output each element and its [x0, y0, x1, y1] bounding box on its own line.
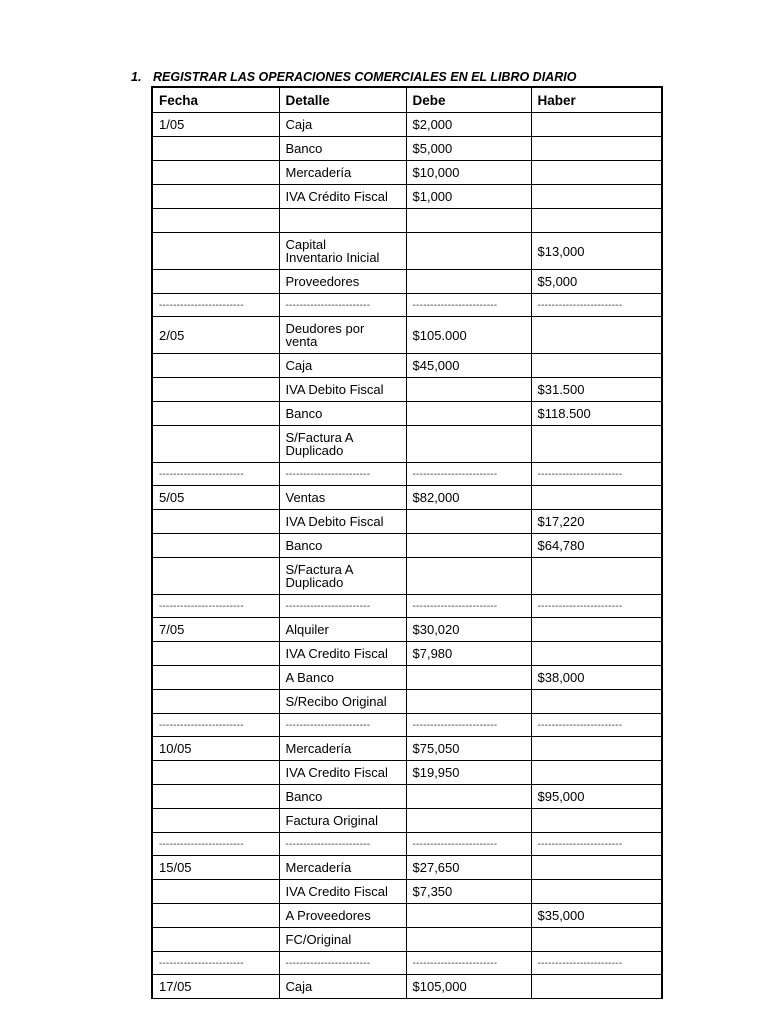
separator-row	[152, 463, 662, 486]
cell-detalle: S/Factura A Duplicado	[279, 426, 406, 463]
table-row	[152, 534, 662, 558]
separator-cell: ------------------------	[279, 952, 406, 975]
separator-cell: ------------------------	[152, 833, 279, 856]
cell-detalle: IVA Credito Fiscal	[279, 880, 406, 904]
cell-fecha	[152, 558, 279, 595]
table-row	[152, 185, 662, 209]
table-row	[152, 618, 662, 642]
heading-number: 1.	[131, 70, 142, 84]
cell-detalle: FC/Original	[279, 928, 406, 952]
cell-detalle: IVA Debito Fiscal	[279, 510, 406, 534]
cell-haber	[531, 113, 662, 137]
cell-fecha	[152, 666, 279, 690]
cell-haber	[531, 558, 662, 595]
cell-debe: $7,980	[406, 642, 531, 666]
separator-row	[152, 952, 662, 975]
cell-detalle: Caja	[279, 354, 406, 378]
table-row	[152, 161, 662, 185]
table-row	[152, 761, 662, 785]
cell-detalle: Banco	[279, 402, 406, 426]
cell-debe	[406, 666, 531, 690]
separator-row	[152, 294, 662, 317]
cell-fecha	[152, 233, 279, 270]
separator-cell: ------------------------	[279, 833, 406, 856]
cell-haber	[531, 737, 662, 761]
cell-debe: $27,650	[406, 856, 531, 880]
separator-cell: ------------------------	[531, 294, 662, 317]
cell-fecha	[152, 785, 279, 809]
table-row	[152, 642, 662, 666]
cell-fecha: 15/05	[152, 856, 279, 880]
table-row	[152, 975, 662, 999]
cell-fecha	[152, 904, 279, 928]
table-row	[152, 904, 662, 928]
cell-fecha	[152, 880, 279, 904]
cell-fecha	[152, 426, 279, 463]
cell-detalle: Alquiler	[279, 618, 406, 642]
cell-haber: $38,000	[531, 666, 662, 690]
cell-debe	[406, 904, 531, 928]
cell-detalle: IVA Crédito Fiscal	[279, 185, 406, 209]
cell-haber	[531, 809, 662, 833]
separator-cell: ------------------------	[531, 595, 662, 618]
cell-haber	[531, 426, 662, 463]
cell-detalle: Mercadería	[279, 161, 406, 185]
separator-cell: ------------------------	[279, 463, 406, 486]
cell-detalle: IVA Debito Fiscal	[279, 378, 406, 402]
separator-cell: ------------------------	[152, 294, 279, 317]
separator-row	[152, 595, 662, 618]
cell-debe	[406, 209, 531, 233]
cell-debe	[406, 928, 531, 952]
table-row	[152, 856, 662, 880]
table-row	[152, 928, 662, 952]
table-row	[152, 666, 662, 690]
journal-header	[152, 87, 662, 113]
separator-cell: ------------------------	[406, 294, 531, 317]
cell-fecha: 7/05	[152, 618, 279, 642]
cell-debe	[406, 690, 531, 714]
table-row	[152, 510, 662, 534]
cell-haber	[531, 856, 662, 880]
header-haber: Haber	[531, 87, 662, 113]
journal-body	[152, 113, 662, 999]
cell-debe	[406, 233, 531, 270]
separator-cell: ------------------------	[279, 714, 406, 737]
cell-detalle: Banco	[279, 785, 406, 809]
cell-debe: $105,000	[406, 975, 531, 999]
header-detalle: Detalle	[279, 87, 406, 113]
header-debe: Debe	[406, 87, 531, 113]
cell-detalle: Caja	[279, 975, 406, 999]
cell-detalle: S/Factura A Duplicado	[279, 558, 406, 595]
cell-debe: $30,020	[406, 618, 531, 642]
separator-row	[152, 714, 662, 737]
cell-debe	[406, 402, 531, 426]
header-fecha: Fecha	[152, 87, 279, 113]
cell-haber	[531, 761, 662, 785]
cell-fecha	[152, 354, 279, 378]
cell-debe: $10,000	[406, 161, 531, 185]
cell-fecha: 1/05	[152, 113, 279, 137]
table-row	[152, 690, 662, 714]
cell-detalle: A Banco	[279, 666, 406, 690]
cell-haber	[531, 486, 662, 510]
cell-fecha: 10/05	[152, 737, 279, 761]
table-row	[152, 137, 662, 161]
cell-detalle	[279, 209, 406, 233]
cell-fecha	[152, 270, 279, 294]
cell-debe: $105.000	[406, 317, 531, 354]
table-row	[152, 558, 662, 595]
cell-haber	[531, 354, 662, 378]
cell-debe: $5,000	[406, 137, 531, 161]
cell-fecha	[152, 534, 279, 558]
separator-cell: ------------------------	[406, 463, 531, 486]
cell-debe	[406, 270, 531, 294]
cell-debe: $19,950	[406, 761, 531, 785]
cell-fecha: 2/05	[152, 317, 279, 354]
cell-debe: $1,000	[406, 185, 531, 209]
cell-debe	[406, 426, 531, 463]
cell-detalle: Banco	[279, 137, 406, 161]
separator-cell: ------------------------	[531, 952, 662, 975]
cell-detalle: Mercadería	[279, 737, 406, 761]
cell-detalle: Banco	[279, 534, 406, 558]
table-row	[152, 209, 662, 233]
table-row	[152, 233, 662, 270]
separator-cell: ------------------------	[531, 463, 662, 486]
cell-haber: $118.500	[531, 402, 662, 426]
cell-detalle: A Proveedores	[279, 904, 406, 928]
cell-haber: $5,000	[531, 270, 662, 294]
cell-haber: $64,780	[531, 534, 662, 558]
cell-debe	[406, 785, 531, 809]
table-row	[152, 113, 662, 137]
separator-cell: ------------------------	[152, 714, 279, 737]
separator-cell: ------------------------	[279, 595, 406, 618]
cell-haber	[531, 690, 662, 714]
table-row	[152, 426, 662, 463]
separator-cell: ------------------------	[152, 595, 279, 618]
cell-debe	[406, 534, 531, 558]
separator-cell: ------------------------	[531, 714, 662, 737]
cell-detalle: S/Recibo Original	[279, 690, 406, 714]
cell-fecha	[152, 928, 279, 952]
cell-haber: $31.500	[531, 378, 662, 402]
cell-haber: $35,000	[531, 904, 662, 928]
page-heading	[131, 70, 576, 84]
cell-fecha: 5/05	[152, 486, 279, 510]
separator-cell: ------------------------	[531, 833, 662, 856]
table-row	[152, 809, 662, 833]
cell-debe: $45,000	[406, 354, 531, 378]
cell-fecha	[152, 510, 279, 534]
table-row	[152, 880, 662, 904]
cell-fecha	[152, 690, 279, 714]
cell-haber	[531, 880, 662, 904]
cell-debe	[406, 558, 531, 595]
cell-haber	[531, 975, 662, 999]
cell-fecha	[152, 161, 279, 185]
separator-cell: ------------------------	[406, 833, 531, 856]
cell-detalle: Proveedores	[279, 270, 406, 294]
cell-detalle: IVA Credito Fiscal	[279, 761, 406, 785]
cell-detalle: Factura Original	[279, 809, 406, 833]
separator-cell: ------------------------	[406, 952, 531, 975]
separator-cell: ------------------------	[152, 463, 279, 486]
cell-detalle: Capital Inventario Inicial	[279, 233, 406, 270]
header-row	[152, 87, 662, 113]
cell-debe	[406, 378, 531, 402]
cell-debe	[406, 809, 531, 833]
table-row	[152, 737, 662, 761]
cell-detalle: IVA Credito Fiscal	[279, 642, 406, 666]
cell-fecha	[152, 137, 279, 161]
cell-debe: $82,000	[406, 486, 531, 510]
cell-debe: $7,350	[406, 880, 531, 904]
cell-fecha	[152, 402, 279, 426]
journal-table	[151, 86, 663, 999]
cell-debe: $75,050	[406, 737, 531, 761]
cell-fecha	[152, 378, 279, 402]
table-row	[152, 402, 662, 426]
separator-cell: ------------------------	[406, 714, 531, 737]
cell-fecha: 17/05	[152, 975, 279, 999]
cell-haber	[531, 161, 662, 185]
table-row	[152, 785, 662, 809]
cell-detalle: Ventas	[279, 486, 406, 510]
cell-haber: $17,220	[531, 510, 662, 534]
cell-detalle: Mercadería	[279, 856, 406, 880]
separator-cell: ------------------------	[152, 952, 279, 975]
heading-text: REGISTRAR LAS OPERACIONES COMERCIALES EN EL LIBRO DIARIO	[153, 70, 577, 84]
cell-haber	[531, 642, 662, 666]
separator-cell: ------------------------	[279, 294, 406, 317]
cell-detalle: Caja	[279, 113, 406, 137]
cell-haber	[531, 317, 662, 354]
table-row	[152, 270, 662, 294]
cell-haber	[531, 928, 662, 952]
cell-haber	[531, 185, 662, 209]
table-row	[152, 486, 662, 510]
separator-cell: ------------------------	[406, 595, 531, 618]
table-row	[152, 378, 662, 402]
cell-haber	[531, 137, 662, 161]
cell-debe	[406, 510, 531, 534]
table-row	[152, 354, 662, 378]
cell-haber: $13,000	[531, 233, 662, 270]
cell-fecha	[152, 761, 279, 785]
cell-haber	[531, 618, 662, 642]
cell-fecha	[152, 185, 279, 209]
cell-fecha	[152, 209, 279, 233]
cell-detalle: Deudores por venta	[279, 317, 406, 354]
cell-haber	[531, 209, 662, 233]
separator-row	[152, 833, 662, 856]
cell-haber: $95,000	[531, 785, 662, 809]
cell-fecha	[152, 642, 279, 666]
cell-fecha	[152, 809, 279, 833]
table-row	[152, 317, 662, 354]
cell-debe: $2,000	[406, 113, 531, 137]
